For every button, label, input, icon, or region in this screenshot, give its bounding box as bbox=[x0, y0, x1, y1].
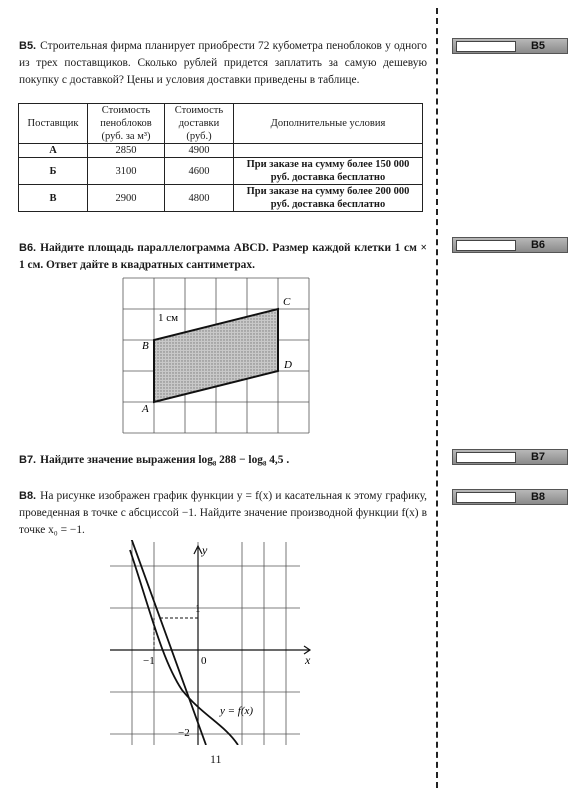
table-cell: При заказе на сумму более 150 000 руб. доставка бесплатно bbox=[234, 158, 423, 185]
problem-number: B7. bbox=[19, 454, 37, 466]
table-cell: А bbox=[19, 144, 88, 158]
answer-box-b7[interactable] bbox=[452, 449, 568, 465]
problem-text: Найдите значение выражения log₈ 288 − log₈ 4,5 . bbox=[40, 454, 290, 466]
answer-box-label: B8 bbox=[530, 491, 546, 503]
point-label-c: C bbox=[283, 296, 291, 308]
answer-field-b7[interactable] bbox=[456, 452, 516, 463]
table-cell: В bbox=[19, 185, 88, 212]
problem-number: B8. bbox=[19, 490, 37, 502]
table-cell: 4600 bbox=[165, 158, 234, 185]
table-cell: При заказе на сумму более 200 000 руб. доставка бесплатно bbox=[234, 185, 423, 212]
answer-box-label: B7 bbox=[530, 451, 546, 463]
problem-number: B6. bbox=[19, 242, 37, 254]
graph-grid bbox=[110, 542, 300, 745]
cell-size-label: 1 см bbox=[158, 312, 179, 324]
table-cell: 2900 bbox=[88, 185, 165, 212]
table-header: Стоимость пеноблоков (руб. за м³) bbox=[88, 104, 165, 144]
problem-number: B5. bbox=[19, 40, 37, 52]
table-cell: 3100 bbox=[88, 158, 165, 185]
table-header: Стоимость доставки (руб.) bbox=[165, 104, 234, 144]
problem-b6 bbox=[19, 240, 427, 274]
problem-b8 bbox=[19, 488, 427, 539]
page-number: 11 bbox=[210, 752, 222, 766]
tick-label-1: 1 bbox=[195, 603, 201, 615]
table-cell: 2850 bbox=[88, 144, 165, 158]
table-header: Поставщик bbox=[19, 104, 88, 144]
tick-label-minus-1: −1 bbox=[143, 655, 155, 667]
table-cell: 4900 bbox=[165, 144, 234, 158]
function-graph bbox=[110, 540, 325, 745]
table-row bbox=[19, 158, 423, 185]
answer-field-b6[interactable] bbox=[456, 240, 516, 251]
problem-b5 bbox=[19, 38, 427, 89]
answer-field-b5[interactable] bbox=[456, 41, 516, 52]
y-axis-label: y bbox=[202, 543, 208, 557]
table-cell: 4800 bbox=[165, 185, 234, 212]
problem-text: На рисунке изображен график функции y = f(x) и касательная к этому графику, проведенная в точке с абсциссой −1. Найдите значение производной функции f(x) в точке x₀ = −1. bbox=[19, 490, 427, 536]
parallelogram-figure bbox=[118, 276, 323, 441]
answer-box-label: B6 bbox=[530, 239, 546, 251]
tangent-line bbox=[130, 540, 206, 745]
answer-column-separator bbox=[436, 8, 438, 788]
supplier-table bbox=[18, 103, 423, 212]
problem-text: Строительная фирма планирует приобрести 72 кубометра пеноблоков у одного из трех поставщиков. Сколько рублей придется заплатить за самую дешевую покупку с доставкой? Цены и условия доставки приведены в таблице. bbox=[19, 40, 427, 86]
x-axis-label: x bbox=[305, 653, 311, 667]
point-label-b: B bbox=[142, 340, 149, 352]
table-cell bbox=[234, 144, 423, 158]
answer-box-label: B5 bbox=[530, 40, 546, 52]
point-label-a: A bbox=[142, 403, 149, 415]
problem-text: Найдите площадь параллелограмма ABCD. Размер каждой клетки 1 см × 1 см. Ответ дайте в квадратных сантиметрах. bbox=[19, 242, 427, 271]
curve-label: y = f(x) bbox=[220, 705, 254, 717]
problem-b7 bbox=[19, 452, 427, 469]
point-label-d: D bbox=[284, 359, 292, 371]
tick-label-minus-2: −2 bbox=[178, 727, 190, 739]
answer-field-b8[interactable] bbox=[456, 492, 516, 503]
tick-label-0: 0 bbox=[201, 655, 207, 667]
table-row bbox=[19, 144, 423, 158]
table-header: Дополнительные условия bbox=[234, 104, 423, 144]
answer-box-b8[interactable] bbox=[452, 489, 568, 505]
answer-box-b5[interactable] bbox=[452, 38, 568, 54]
table-row bbox=[19, 185, 423, 212]
axes bbox=[110, 546, 310, 745]
answer-box-b6[interactable] bbox=[452, 237, 568, 253]
table-header-row bbox=[19, 104, 423, 144]
table-cell: Б bbox=[19, 158, 88, 185]
